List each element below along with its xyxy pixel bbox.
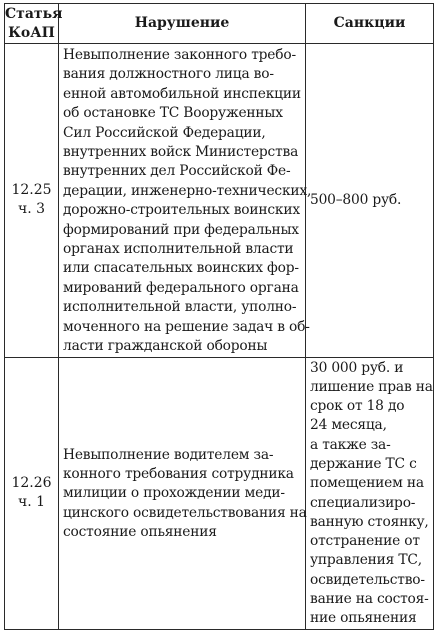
article-part: ч. 1 <box>17 494 46 511</box>
sanction-line: отстранение от <box>310 533 420 550</box>
article-cell <box>5 44 59 358</box>
violation-line: исполнительной власти, уполно- <box>63 299 297 316</box>
violation-line: конного требования сотрудника <box>63 465 294 482</box>
sanction-line: управления ТС, <box>310 552 422 569</box>
header-row <box>5 4 434 44</box>
sanction-line: специализиро- <box>310 494 416 511</box>
header-article <box>5 4 63 44</box>
violation-line: органах исполнительной власти <box>63 241 294 258</box>
violation-line: мирований федерального органа <box>63 279 299 296</box>
sanction-line: помещением на <box>310 475 424 492</box>
violation-line: или спасательных воинских фор- <box>63 260 299 277</box>
koap-table <box>4 3 434 630</box>
violation-line: ласти гражданской обороны <box>63 338 268 355</box>
violation-line: дорожно-строительных воинских <box>63 202 300 219</box>
article-number: 12.25 <box>11 182 52 199</box>
sanction-line: вание на состоя- <box>310 591 429 608</box>
sanction-cell <box>306 44 434 358</box>
sanction-line: 30 000 руб. и <box>310 359 404 376</box>
sanction-cell <box>306 357 434 629</box>
violation-line: цинского освидетельствования на <box>63 504 307 521</box>
violation-line: Невыполнение водителем за- <box>63 446 274 463</box>
sanction-line: ванную стоянку, <box>310 513 429 530</box>
violation-line: формирований при федеральных <box>63 221 299 238</box>
header-sanctions: Санкции <box>306 4 434 44</box>
violation-line: милиции о прохождении меди- <box>63 485 285 502</box>
violation-line: внутренних войск Министерства <box>63 144 299 161</box>
sanction-line: срок от 18 до <box>310 398 405 415</box>
sanction-line: 24 месяца, <box>310 417 387 434</box>
violation-line: енной автомобильной инспекции <box>63 85 301 102</box>
header-article-line-1: Статья <box>5 5 63 22</box>
sanction-line: освидетельство- <box>310 571 425 588</box>
sanction-line: ние опьянения <box>310 610 417 627</box>
sanction-line: лишение прав на <box>310 378 433 395</box>
violation-line: моченного на решение задач в об- <box>63 318 310 335</box>
sanction-line: 500–800 руб. <box>310 192 402 209</box>
violation-line: вания должностного лица во- <box>63 66 274 83</box>
sanction-line: а также за- <box>310 436 391 453</box>
article-number: 12.26 <box>11 475 52 492</box>
table-row <box>5 44 434 358</box>
violation-cell <box>59 44 312 358</box>
header-violation: Нарушение <box>59 4 306 44</box>
violation-line: Невыполнение законного требо- <box>63 47 296 63</box>
table-row <box>5 357 434 629</box>
violation-line: состояние опьянения <box>63 524 217 541</box>
violation-line: Сил Российской Федерации, <box>63 124 266 141</box>
header-article-line-2: КоАП <box>8 24 55 41</box>
violation-line: внутренних дел Российской Фе- <box>63 163 291 180</box>
article-cell <box>5 357 59 629</box>
violation-cell <box>59 357 306 629</box>
violation-line: дерации, инженерно-технических, <box>63 182 312 199</box>
sanction-line: держание ТС с <box>310 455 417 472</box>
violation-line: об остановке ТС Вооруженных <box>63 105 283 122</box>
article-part: ч. 3 <box>17 201 46 218</box>
